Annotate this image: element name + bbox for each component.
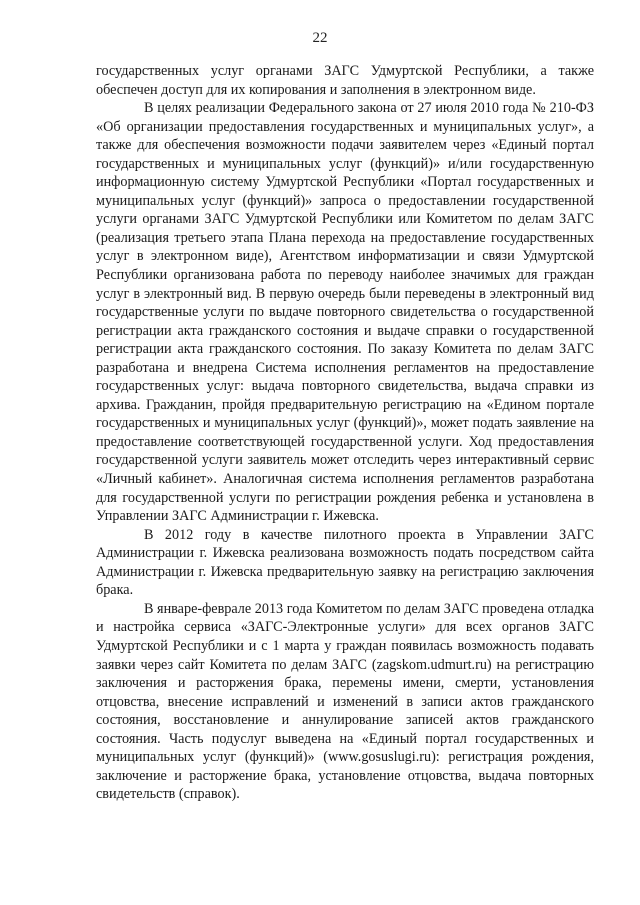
paragraph-continuation: государственных услуг органами ЗАГС Удмуртской Республики, а также обеспечен доступ для их копирования и заполнения в электронном виде. <box>96 63 594 98</box>
paragraph-federal-law: В целях реализации Федерального закона от 27 июля 2010 года № 210-ФЗ «Об организации предоставления государственных и муниципальных услуг», а также для обеспечения возможности подачи заявителем через «Единый портал государственных и муниципальных услуг (функций)» и/или государственную информационную систему Удмуртской Республики «Портал государственных и муниципальных услуг (функций)» запроса о предоставлении государственной услуги органами ЗАГС Удмуртской Республики или Комитетом по делам ЗАГС (реализация третьего этапа Плана перехода на предоставление государственных услуг в электронном виде), Агентством информатизации и связи Удмуртской Республики организована работа по переводу наиболее значимых для граждан услуг в электронный вид. В первую очередь были переведены в электронный вид государственные услуги по выдаче повторного свидетельства о государственной регистрации акта гражданского состояния и выдаче справки о государственной регистрации акта гражданского состояния. По заказу Комитета по делам ЗАГС разработана и внедрена Система исполнения регламентов на предоставление государственных услуг: выдача повторного свидетельства, выдача справки из архива. Гражданин, пройдя предварительную регистрацию на «Едином портале государственных и муниципальных услуг (функций)», может подать заявление на предоставление соответствующей государственной услуги. Ход предоставления государственной услуги заявитель может отследить через интерактивный сервис «Личный кабинет». Аналогичная система исполнения регламентов разработана для государственной услуги по регистрации рождения ребенка и установлена в Управлении ЗАГС Администрации г. Ижевска. <box>96 100 594 525</box>
document-body <box>96 62 594 804</box>
paragraph-pilot-project: В 2012 году в качестве пилотного проекта в Управлении ЗАГС Администрации г. Ижевска реализована возможность подать посредством сайта Администрации г. Ижевска предварительную заявку на регистрацию заключения брака. <box>96 526 594 599</box>
page-number: 22 <box>312 30 328 46</box>
paragraph-electronic-services: В январе-феврале 2013 года Комитетом по делам ЗАГС проведена отладка и настройка сервиса «ЗАГС-Электронные услуги» для всех органов ЗАГС Удмуртской Республики и с 1 марта у граждан появилась возможность подавать заявки через сайт Комитета по делам ЗАГС (zagskom.udmurt.ru) на регистрацию заключения и расторжения брака, перемены имени, смерти, установления отцовства, внесение исправлений и изменений в записи актов гражданского состояния, восстановление и аннулирование записей актов гражданского состояния. Часть подуслуг выведена на «Единый портал государственных и муниципальных услуг (функций)» (www.gosuslugi.ru): регистрация рождения, заключение и расторжение брака, установление отцовства, выдача повторных свидетельств (справок). <box>96 600 594 803</box>
